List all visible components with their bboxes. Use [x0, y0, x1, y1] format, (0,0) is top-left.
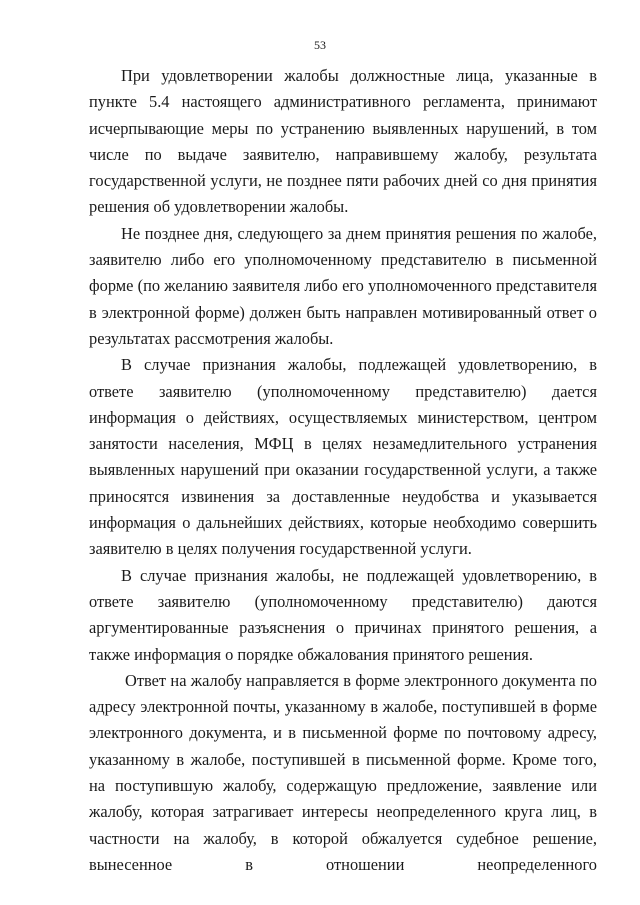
paragraph-complaint-satisfied: При удовлетворении жалобы должностные лица, указанные в пункте 5.4 настоящего административного регламента, принимают исчерпывающие меры по устранению выявленных нарушений, в том числе по выдаче заявителю, направившему жалобу, результата государственной услуги, не позднее пяти рабочих дней со дня принятия решения об удовлетворении жалобы.	[89, 66, 597, 217]
document-body	[89, 63, 597, 878]
paragraph-reasoned-response: Не позднее дня, следующего за днем принятия решения по жалобе, заявителю либо его уполномоченному представителю в письменной форме (по желанию заявителя либо его уполномоченного представителя в электронной форме) должен быть направлен мотивированный ответ о результатах рассмотрения жалобы.	[89, 223, 597, 348]
paragraph-response-delivery: Ответ на жалобу направляется в форме электронного документа по адресу электронной почты, указанному в жалобе, поступившей в форме электронного документа, и в письменной форме по почтовому адресу, указанному в жалобе, поступившей в письменной форме. Кроме того, на поступившую жалобу, содержащую предложение, заявление или жалобу, которая затрагивает интересы неопределенного круга лиц, в частности на жалобу, в которой обжалуется судебное решение, вынесенное в отношении неопределенного	[89, 670, 597, 874]
paragraph-complaint-rejected-info: В случае признания жалобы, не подлежащей удовлетворению, в ответе заявителю (уполномоченному представителю) даются аргументированные разъяснения о причинах принятого решения, а также информация о порядке обжалования принятого решения.	[89, 565, 597, 664]
paragraph-complaint-upheld-info: В случае признания жалобы, подлежащей удовлетворению, в ответе заявителю (уполномоченному представителю) дается информация о действиях, осуществляемых министерством, центром занятости населения, МФЦ в целях незамедлительного устранения выявленных нарушений при оказании государственной услуги, а также приносятся извинения за доставленные неудобства и указывается информация о дальнейших действиях, которые необходимо совершить заявителю в целях получения государственной услуги.	[89, 355, 597, 559]
page-number: 53	[314, 38, 326, 52]
